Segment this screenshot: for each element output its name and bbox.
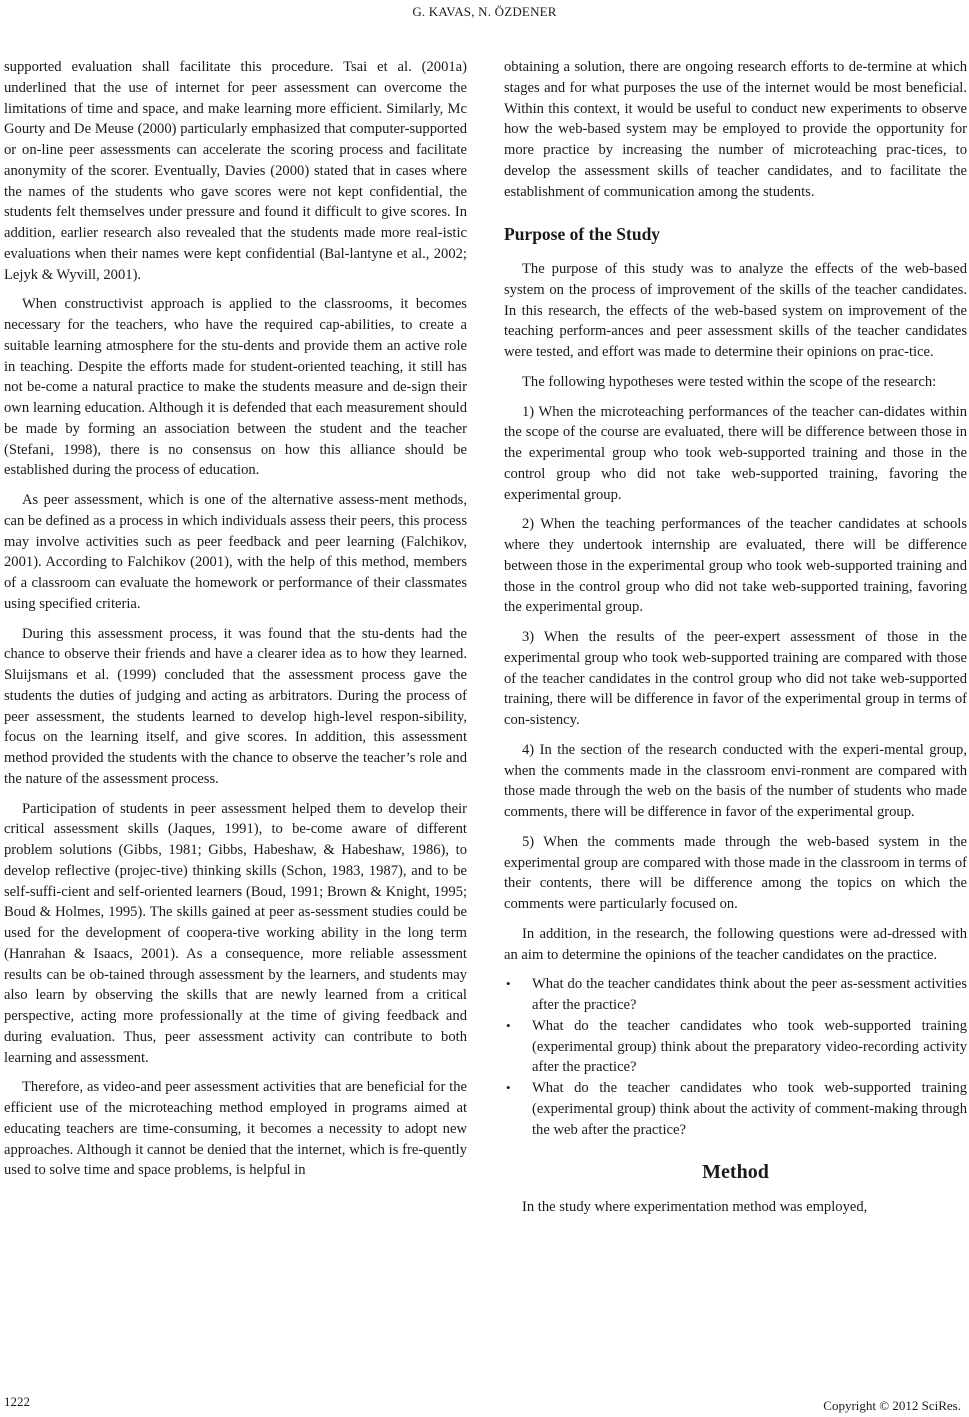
body-paragraph: The following hypotheses were tested within the scope of the research:	[522, 373, 937, 390]
hypothesis-paragraph: 3) When the results of the peer-expert assessment of those in the experimental group who took web-supported training are compared with those of the teacher candidates in the control group who did not take web-supported training, there will be difference in favor of the experimental group in terms of con-sistency.	[504, 629, 967, 728]
section-heading-method: Method	[702, 1161, 769, 1184]
body-paragraph: As peer assessment, which is one of the alternative assess-ment methods, can be defined as a process in which individuals assess their peers, this process may involve activities such as peer feedback and peer learning (Falchikov, 2001). According to Falchikov (2001), with the help of this method, members of a classroom can evaluate the homework or performance of their classmates using specified criteria.	[4, 492, 467, 612]
bullet-icon: •	[506, 1017, 511, 1033]
left-column	[4, 57, 467, 1181]
research-questions-list	[504, 974, 967, 1140]
running-head: G. KAVAS, N. ÖZDENER	[412, 4, 557, 19]
body-paragraph: In addition, in the research, the following questions were ad-dressed with an aim to determine the opinions of the teacher candidates on the practice.	[504, 925, 967, 963]
hypothesis-paragraph: 1) When the microteaching performances of the teacher can-didates within the scope of the course are evaluated, there will be difference between those in the experimental group who took web-supported training and those in the control group who did not take web-supported training, favoring the experimental group.	[504, 403, 967, 503]
body-paragraph: When constructivist approach is applied to the classrooms, it becomes necessary for the teachers, who have the required cap-abilities, to create a suitable learning atmosphere for the stu-dents and provide them an active role in teaching. Despite the efforts made for student-oriented teaching, it still has not be-come a natural practice to make the students measure and de-sign their own learning education. Although it is defended that each measurement should be made by forming an association between the student and the teacher (Stefani, 1998), there is no consensus on how this alliance should be established during the process of education.	[4, 296, 467, 479]
question-text: What do the teacher candidates think about the peer as-sessment activities after the practice?	[532, 976, 967, 1013]
body-paragraph: During this assessment process, it was found that the stu-dents had the chance to observe their friends and have a clearer idea as to how they learned. Sluijsmans et al. (1999) concluded that the assessment process gave the students the duties of judging and acting as arbitrators. During the process of peer assessment, the students learned to develop high-level respon-sibility, focus on the learning itself, and give scores. In addition, this assessment method provided the students with the chance to observe the teacher’s role and the nature of the assessment process.	[4, 625, 467, 787]
hypothesis-paragraph: 2) When the teaching performances of the teacher candidates at schools where they undertook internship are evaluated, there will be difference between those in the experimental group who took web-supported training and those in the control group who did not take web-supported training, favoring the experimental group.	[504, 516, 967, 616]
list-item	[504, 1078, 967, 1140]
copyright-notice: Copyright © 2012 SciRes.	[823, 1398, 961, 1413]
body-paragraph: obtaining a solution, there are ongoing research efforts to de-termine at which stages and for what purposes the use of the internet would be most beneficial. Within this context, it would be useful to conduct new experiments to observe how the web-based system may be employed to provide the opportunity for more practice by increasing the number of microteaching prac-tices, to develop the assessment skills of teacher candidates, and to facilitate the establishment of communication among the students.	[504, 59, 967, 200]
hypothesis-paragraph: 5) When the comments made through the web-based system in the experimental group are compared with those made in the classroom in terms of their contents, there will be difference among the topics on which the comments were particularly focused on.	[504, 833, 967, 912]
question-text: What do the teacher candidates who took web-supported training (experimental group) think about the activity of comment-making through the web after the practice?	[532, 1080, 967, 1138]
list-item	[504, 1016, 967, 1078]
body-paragraph: The purpose of this study was to analyze the effects of the web-based system on the process of improvement of the skills of the teacher candidates. In this research, the effects of the web-based system on improvement of the teaching perform-ances and peer assessment skills of the teacher candidates were tested, and effort was made to determine their opinions on prac-tice.	[504, 261, 967, 360]
question-text: What do the teacher candidates who took web-supported training (experimental group) think about the preparatory video-recording activity after the practice?	[532, 1017, 967, 1076]
section-heading-purpose: Purpose of the Study	[504, 224, 661, 245]
list-item	[504, 974, 967, 1016]
page-number: 1222	[4, 1394, 30, 1409]
right-column	[504, 57, 967, 1218]
body-paragraph: Therefore, as video-and peer assessment activities that are beneficial for the efficient use of the microteaching method employed in programs aimed at educating teachers are time-consuming, it becomes a necessity to adopt new approaches. Although it cannot be denied that the internet, which is fre-quently used to solve time and space problems, is helpful in	[4, 1079, 467, 1179]
bullet-icon: •	[506, 976, 511, 992]
body-paragraph: Participation of students in peer assessment helped them to develop their critical assessment skills (Jaques, 1991), to be-come aware of different problem solutions (Gibbs, 1981; Gibbs, Habeshaw, & Habeshaw, 1986), to develop reflective (projec-tive) thinking skills (Schon, 1983, 1987), and to be self-suffi-cient and self-oriented learners (Boud, 1991; Brown & Knight, 1995; Boud & Holmes, 1995). The skills gained at peer as-sessment studies could be used for the development of coopera-tive working ability in the long term (Hanrahan & Isaacs, 2001). As a consequence, more reliable assessment results can be ob-tained through assessment by the learners, and students may also learn by observing the skills that are newly learned from a critical perspective, acting more professionally at the time of giving feedback and during evaluation. Thus, peer assessment activity can contribute to both learning and assessment.	[4, 800, 467, 1066]
body-paragraph: In the study where experimentation method was employed,	[522, 1199, 868, 1215]
hypothesis-paragraph: 4) In the section of the research conducted with the experi-mental group, when the comments made in the classroom envi-ronment are compared with those made through the web on the basis of the number of students who made comments, there will be difference in favor of the experimental group.	[504, 741, 967, 820]
body-paragraph: supported evaluation shall facilitate this procedure. Tsai et al. (2001a) underlined that the use of internet for peer assessment can overcome the limitations of time and space, and make learning more efficient. Similarly, Mc Gourty and De Meuse (2000) particularly emphasized that computer-supported or on-line peer assessments can accelerate the scoring process and facilitate anonymity of the scorer. Eventually, Davies (2000) stated that in cases where the names of the students who gave scores were not kept confidential, the students felt themselves under pressure and found it difficult to give scores. In addition, earlier research also revealed that the students made more real-istic evaluations when their names were kept confidential (Bal-lantyne et al., 2002; Lejyk & Wyvill, 2001).	[4, 59, 467, 283]
bullet-icon: •	[506, 1080, 511, 1095]
